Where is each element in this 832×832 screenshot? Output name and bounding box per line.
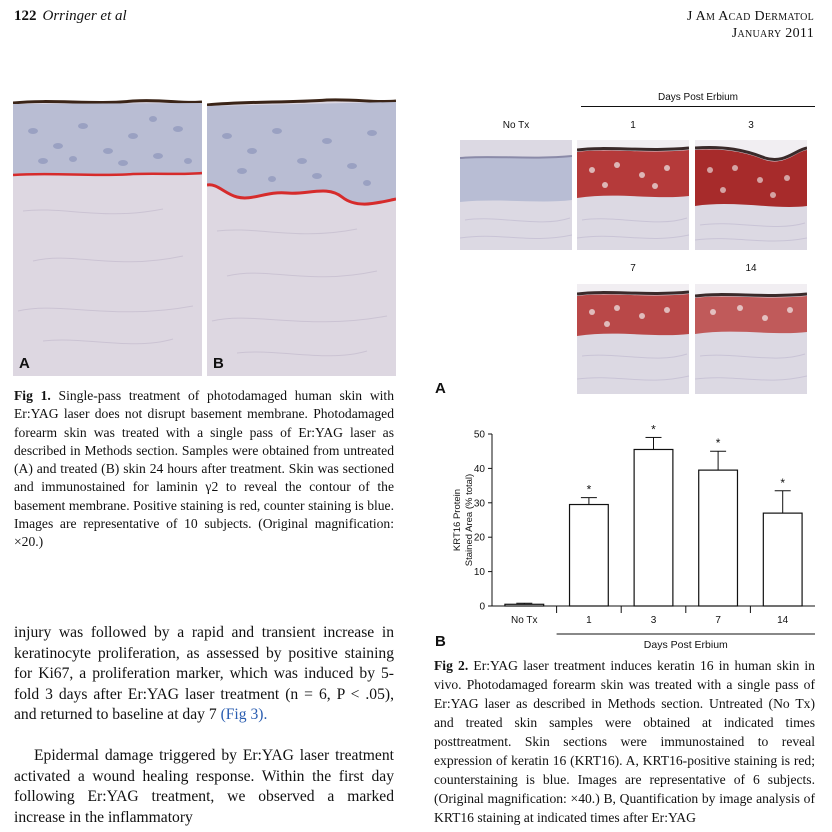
significance-marker: * [586,482,592,497]
fig1-panel-a-label: A [19,355,30,372]
fig2b-panel-letter: B [435,633,446,650]
page-number: 122 [14,8,37,24]
fig3-reference-link[interactable]: (Fig 3). [220,706,268,724]
fig2a-header-rule [581,106,815,107]
bar [505,604,544,606]
y-axis-label-line1: KRT16 Protein [452,488,463,552]
y-tick-label: 30 [473,498,485,510]
fig2a-days-header: Days Post Erbium [657,92,739,103]
x-tick-label: 14 [777,615,789,626]
running-header-right [687,8,814,42]
y-tick-label: 40 [473,463,485,475]
y-axis-label-line2: Stained Area (% total) [464,473,475,567]
y-tick-label: 20 [473,532,485,544]
fig1-panel-b-micrograph [207,91,396,376]
fig2a-label-day7: 7 [630,263,636,274]
significance-marker: * [780,475,786,490]
fig2b-bar-chart [430,420,820,655]
fig2-caption-label: Fig 2. [434,658,469,673]
fig2a-day7-micrograph [577,284,689,394]
body-paragraph-2-text: Epidermal damage triggered by Er:YAG laser treatment activated a wound healing response. Within the first day following Er:YAG treatment, we observed a marked increase in the inflammatory [14,747,394,826]
fig1-panel-b-image [207,91,396,376]
x-axis-label: Days Post Erbium [643,639,728,651]
x-tick-label: 7 [715,615,721,626]
bar [634,449,673,606]
fig2a-label-day1: 1 [630,120,636,131]
bar [699,470,738,606]
fig2a-label-day14: 14 [745,263,757,274]
fig2a-notx-micrograph [460,140,572,250]
fig2a-label-notx: No Tx [502,120,530,131]
fig2-caption-text: Er:YAG laser treatment induces keratin 16 in human skin in vivo. Photodamaged forearm skin was treated with a single pass of Er:YAG laser as described in Methods section. Untreated (No Tx) and treated skin samples were obtained at indicated times posttreatment. Skin sections were immunostained to reveal expression of keratin 16 (KRT16). A, KRT16-positive staining is red; counterstaining is blue. Images are representative of 6 subjects. (Original magnification: ×40.) B, Quantification by image analysis of KRT16 staining at indicated times after Er:YAG [434,658,815,825]
body-paragraph-1-text: injury was followed by a rapid and transient increase in keratinocyte proliferation, as assessed by positive staining for Ki67, a proliferation marker, which was induced by 5-fold 3 days after Er:YAG laser treatment (n = 6, P < .05), and returned to baseline at day 7 [14,624,394,724]
running-header-left [14,8,127,25]
y-tick-label: 10 [473,567,485,579]
fig1-caption-label: Fig 1. [14,388,51,403]
body-paragraph-1 [14,623,394,726]
fig2a-panel-letter: A [435,380,446,397]
y-tick-label: 50 [473,429,485,441]
fig2a-notx-image [460,140,572,250]
fig2a-day1-micrograph [577,140,689,250]
fig2a-label-day3: 3 [748,120,754,131]
fig2a-day14-image [695,284,807,394]
fig1-caption-text: Single-pass treatment of photodamaged human skin with Er:YAG laser does not disrupt basement membrane. Photodamaged forearm skin was treated with a single pass of Er:YAG laser as described in Methods section. Samples were obtained from untreated (A) and treated (B) skin 24 hours after treatment. Skin was sectioned and immunostained for laminin γ2 to reveal the contour of the basement membrane. Positive staining is red, counter staining is blue. Images are representative of 10 subjects. (Original magnification: ×20.) [14,388,394,550]
x-tick-label: No Tx [511,615,538,626]
fig2-caption [434,656,815,827]
fig2a-day1-image [577,140,689,250]
fig2a-day14-micrograph [695,284,807,394]
fig1-panel-a-image [13,91,202,376]
journal-name: J Am Acad Dermatol [686,9,814,24]
bar [763,513,802,606]
significance-marker: * [715,436,721,451]
fig2a-day7-image [577,284,689,394]
body-paragraph-2 [14,746,394,828]
fig2a-day3-image [695,140,807,250]
running-authors: Orringer et al [42,8,127,24]
x-tick-label: 3 [650,615,657,626]
significance-marker: * [651,422,656,437]
fig1-panel-b-label: B [213,355,224,372]
journal-issue: January 2011 [731,26,814,41]
bar [570,505,609,606]
y-tick-label: 0 [479,601,485,613]
fig1-caption [14,387,394,552]
x-tick-label: 1 [586,615,592,626]
fig1-panel-a-micrograph [13,91,202,376]
fig2a-day3-micrograph [695,140,807,250]
